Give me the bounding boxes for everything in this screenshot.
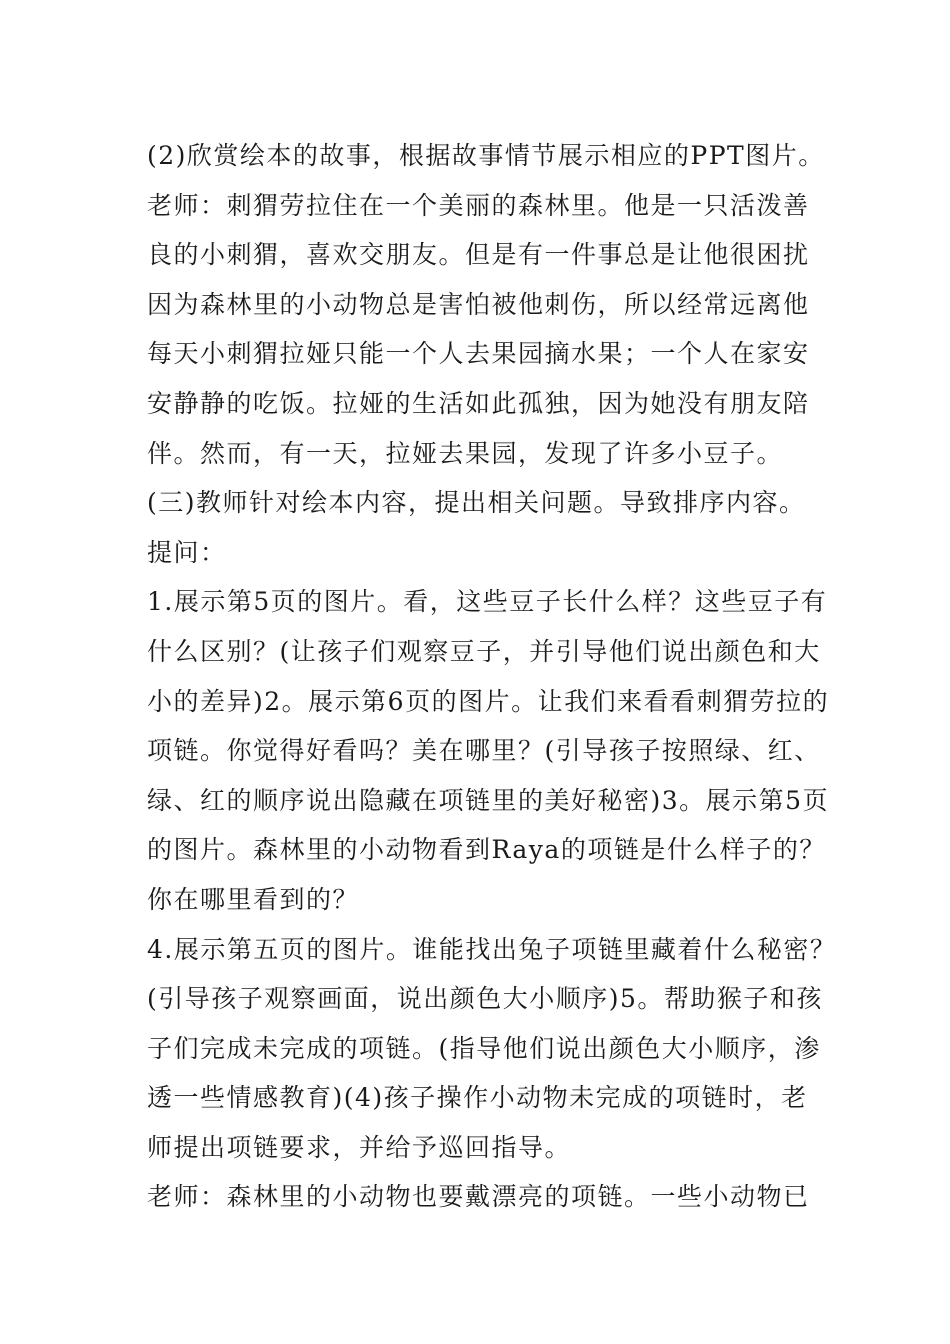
text-line: 因为森林里的小动物总是害怕被他刺伤，所以经常远离他 <box>147 289 810 319</box>
text-line: 伴。然而，有一天，拉娅去果园，发现了许多小豆子。 <box>147 438 784 468</box>
text-line: 什么区别？(让孩子们观察豆子，并引导他们说出颜色和大 <box>147 636 821 666</box>
text-line: 每天小刺猬拉娅只能一个人去果园摘水果；一个人在家安 <box>147 339 810 369</box>
text-line: (三)教师针对绘本内容，提出相关问题。导致排序内容。 <box>147 488 806 518</box>
document-body <box>147 131 837 1222</box>
text-line: 你在哪里看到的？ <box>147 884 360 914</box>
text-line: 老师：刺猬劳拉住在一个美丽的森林里。他是一只活泼善 <box>147 190 810 220</box>
text-line: (引导孩子观察画面，说出颜色大小顺序)5。帮助猴子和孩 <box>147 984 823 1014</box>
text-line: 良的小刺猬，喜欢交朋友。但是有一件事总是让他很困扰 <box>147 240 810 270</box>
text-line: 师提出项链要求，并给予巡回指导。 <box>147 1132 572 1162</box>
text-line: 绿、红的顺序说出隐藏在项链里的美好秘密)3。展示第5页 <box>147 785 830 815</box>
text-line: 安静静的吃饭。拉娅的生活如此孤独，因为她没有朋友陪 <box>147 388 810 418</box>
text-line: 提问： <box>147 537 227 567</box>
text-line: 4.展示第五页的图片。谁能找出兔子项链里藏着什么秘密？ <box>147 934 837 964</box>
text-line: 项链。你觉得好看吗？美在哪里？(引导孩子按照绿、红、 <box>147 736 821 766</box>
text-line: 老师：森林里的小动物也要戴漂亮的项链。一些小动物已 <box>147 1182 810 1212</box>
text-line: (2)欣赏绘本的故事，根据故事情节展示相应的PPT图片。 <box>147 141 825 170</box>
text-line: 1.展示第5页的图片。看，这些豆子长什么样？这些豆子有 <box>147 587 828 617</box>
text-line: 透一些情感教育)(4)孩子操作小动物未完成的项链时，老 <box>147 1083 808 1113</box>
text-line: 子们完成未完成的项链。(指导他们说出颜色大小顺序，渗 <box>147 1033 821 1063</box>
text-line: 小的差异)2。展示第6页的图片。让我们来看看刺猬劳拉的 <box>147 686 830 716</box>
text-line: 的图片。森林里的小动物看到Raya的项链是什么样子的？ <box>147 835 826 865</box>
